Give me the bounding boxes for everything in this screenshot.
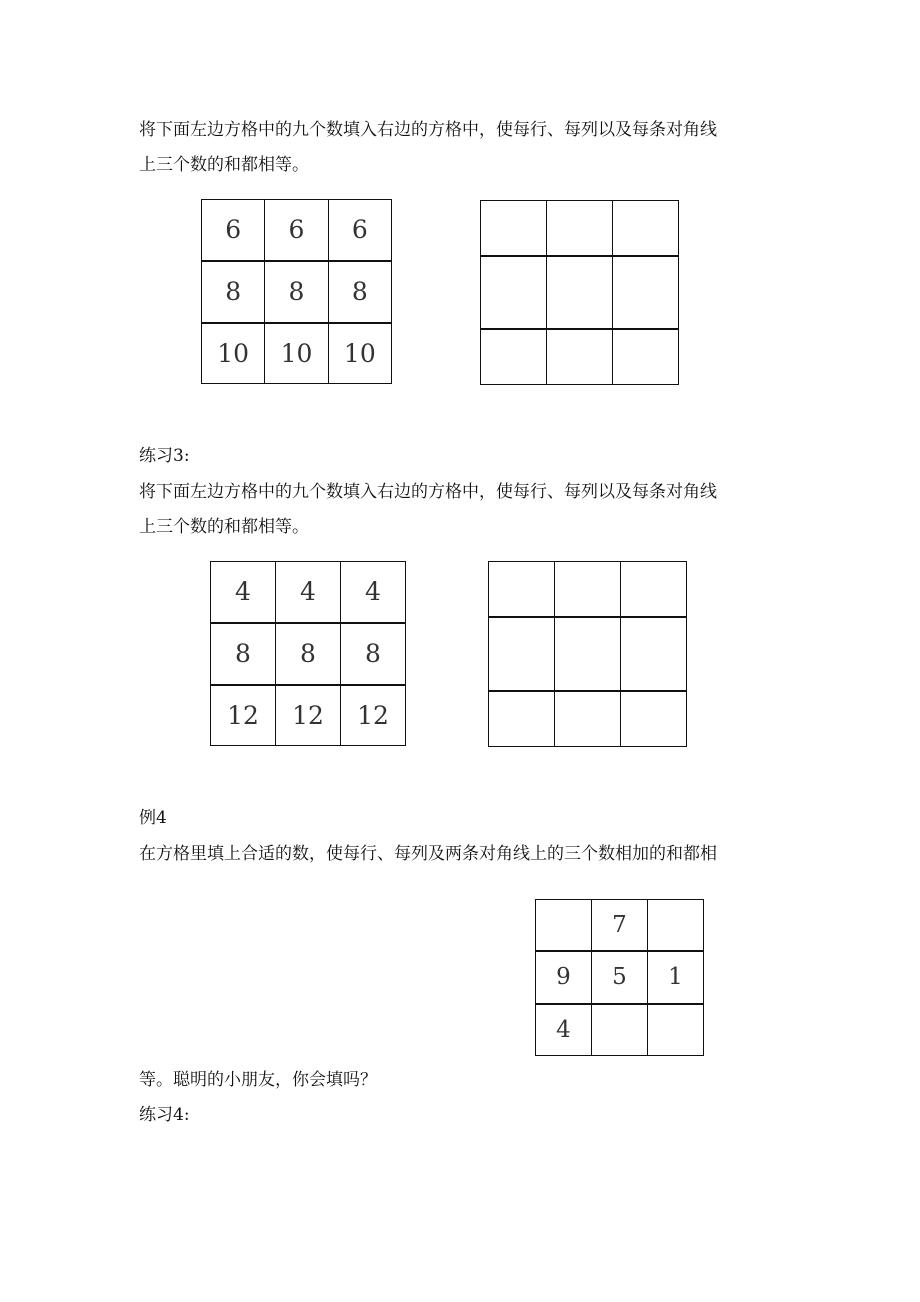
grid-cell: 4 <box>276 562 341 623</box>
grid-cell: 12 <box>211 685 276 746</box>
grid-cell: 10 <box>328 323 391 384</box>
answer-cell[interactable] <box>489 562 555 618</box>
answer-cell[interactable] <box>547 329 613 384</box>
square-cell: 4 <box>536 1004 592 1056</box>
square-cell[interactable] <box>592 1004 648 1056</box>
answer-cell[interactable] <box>613 329 679 384</box>
square-cell: 7 <box>592 900 648 952</box>
exercise3-answer-grid <box>488 561 687 747</box>
answer-cell[interactable] <box>481 201 547 256</box>
square-cell: 9 <box>536 951 592 1004</box>
answer-cell[interactable] <box>481 256 547 330</box>
example4-heading: 例4 <box>139 808 167 828</box>
answer-cell[interactable] <box>621 617 687 691</box>
grid-cell: 8 <box>341 623 406 685</box>
square-cell: 5 <box>592 951 648 1004</box>
problem1-source-grid <box>201 199 392 384</box>
problem1-answer-grid <box>480 200 679 385</box>
grid-cell: 12 <box>341 685 406 746</box>
answer-cell[interactable] <box>547 201 613 256</box>
square-cell[interactable] <box>648 1004 704 1056</box>
grid-cell: 8 <box>211 623 276 685</box>
answer-cell[interactable] <box>481 329 547 384</box>
exercise3-heading: 练习3: <box>139 446 190 466</box>
square-cell: 1 <box>648 951 704 1004</box>
answer-cell[interactable] <box>555 562 621 618</box>
grid-cell: 4 <box>211 562 276 623</box>
grid-cell: 8 <box>265 261 328 323</box>
grid-cell: 10 <box>265 323 328 384</box>
answer-cell[interactable] <box>555 691 621 747</box>
example4-magic-square <box>535 899 704 1056</box>
example4-text-line1: 在方格里填上合适的数，使每行、每列及两条对角线上的三个数相加的和都相 <box>139 844 717 864</box>
grid-cell: 12 <box>276 685 341 746</box>
answer-cell[interactable] <box>489 691 555 747</box>
answer-cell[interactable] <box>613 201 679 256</box>
answer-cell[interactable] <box>613 256 679 330</box>
answer-cell[interactable] <box>621 691 687 747</box>
exercise4-heading: 练习4: <box>139 1105 190 1125</box>
problem1-text-line1: 将下面左边方格中的九个数填入右边的方格中，使每行、每列以及每条对角线 <box>139 120 717 140</box>
grid-cell: 8 <box>276 623 341 685</box>
answer-cell[interactable] <box>555 617 621 691</box>
grid-cell: 6 <box>265 200 328 261</box>
answer-cell[interactable] <box>547 256 613 330</box>
problem1-text-line2: 上三个数的和都相等。 <box>139 155 309 175</box>
grid-cell: 8 <box>328 261 391 323</box>
answer-cell[interactable] <box>621 562 687 618</box>
grid-cell: 10 <box>202 323 265 384</box>
exercise3-source-grid <box>210 561 406 746</box>
square-cell[interactable] <box>648 900 704 952</box>
grid-cell: 6 <box>328 200 391 261</box>
exercise3-text-line2: 上三个数的和都相等。 <box>139 517 309 537</box>
example4-text-line2: 等。聪明的小朋友，你会填吗？ <box>139 1070 377 1090</box>
answer-cell[interactable] <box>489 617 555 691</box>
exercise3-text-line1: 将下面左边方格中的九个数填入右边的方格中，使每行、每列以及每条对角线 <box>139 482 717 502</box>
square-cell[interactable] <box>536 900 592 952</box>
grid-cell: 8 <box>202 261 265 323</box>
grid-cell: 6 <box>202 200 265 261</box>
grid-cell: 4 <box>341 562 406 623</box>
